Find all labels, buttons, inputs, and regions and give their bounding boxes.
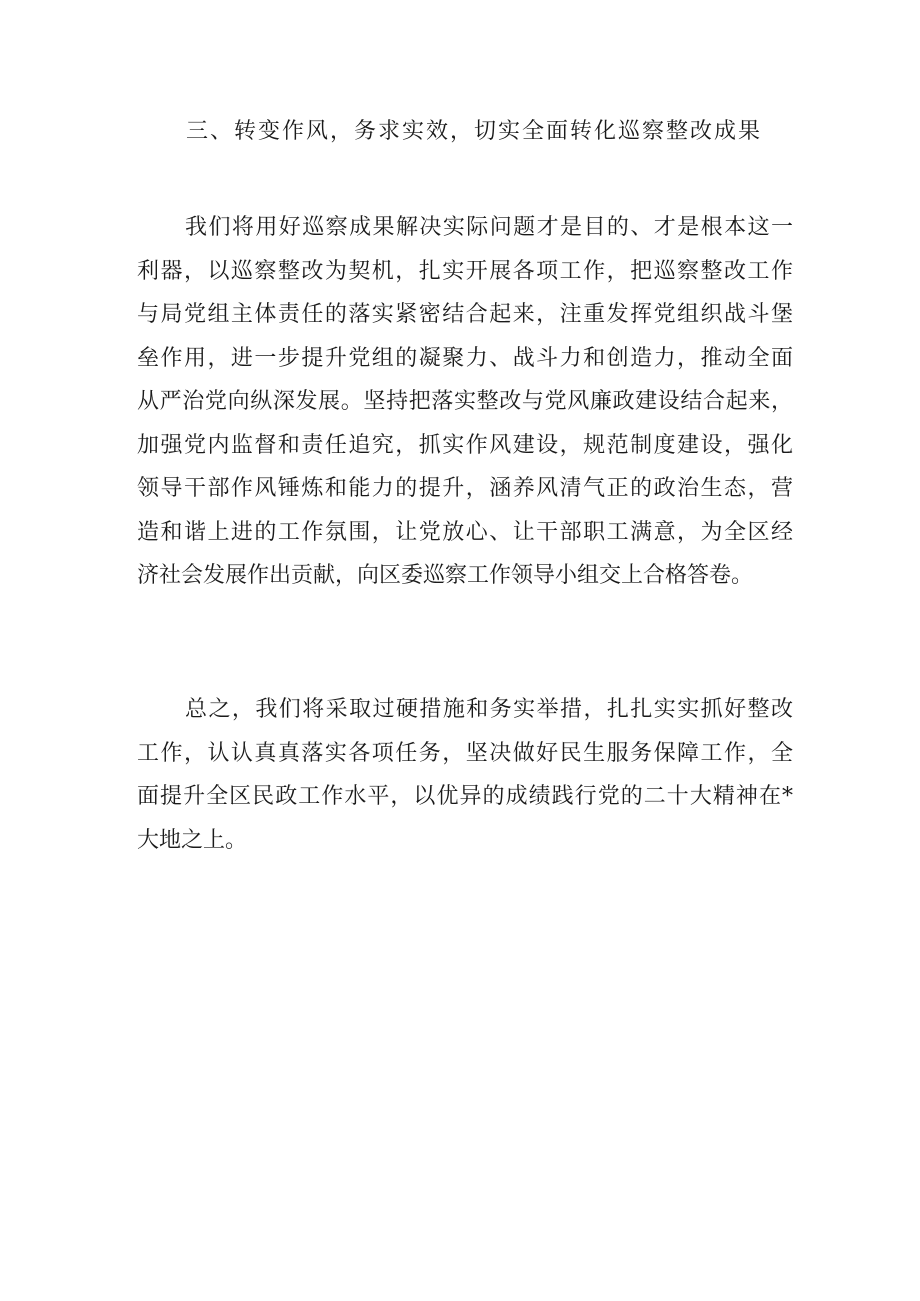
paragraph-line: 面提升全区民政工作水平，以优异的成绩践行党的二十大精神在* bbox=[137, 784, 793, 809]
paragraph-line: 领导干部作风锤炼和能力的提升，涵养风清气正的政治生态，营 bbox=[137, 476, 793, 501]
paragraph-line: 造和谐上进的工作氛围，让党放心、让干部职工满意，为全区经 bbox=[137, 519, 793, 545]
paragraph-line: 总之，我们将采取过硬措施和务实举措，扎扎实实抓好整改 bbox=[185, 697, 793, 722]
paragraph-line: 与局党组主体责任的落实紧密结合起来，注重发挥党组织战斗堡 bbox=[137, 302, 793, 327]
paragraph-line: 大地之上。 bbox=[137, 827, 248, 853]
paragraph-line: 加强党内监督和责任追究，抓实作风建设，规范制度建设，强化 bbox=[137, 432, 793, 458]
paragraph-line: 利器，以巡察整改为契机，扎实开展各项工作，把巡察整改工作 bbox=[137, 258, 793, 284]
paragraph-conclusion bbox=[137, 688, 793, 862]
paragraph-line: 从严治党向纵深发展。坚持把落实整改与党风廉政建设结合起来， bbox=[137, 389, 793, 414]
paragraph-line: 工作，认认真真落实各项任务，坚决做好民生服务保障工作，全 bbox=[137, 740, 793, 766]
paragraph-line: 垒作用，进一步提升党组的凝聚力、战斗力和创造力，推动全面 bbox=[137, 345, 793, 371]
paragraph-rectification bbox=[137, 206, 793, 598]
section-heading: 三、转变作风，务求实效，切实全面转化巡察整改成果 bbox=[186, 119, 763, 144]
paragraph-line: 我们将用好巡察成果解决实际问题才是目的、才是根本这一 bbox=[185, 215, 793, 240]
paragraph-line: 济社会发展作出贡献，向区委巡察工作领导小组交上合格答卷。 bbox=[137, 563, 754, 588]
